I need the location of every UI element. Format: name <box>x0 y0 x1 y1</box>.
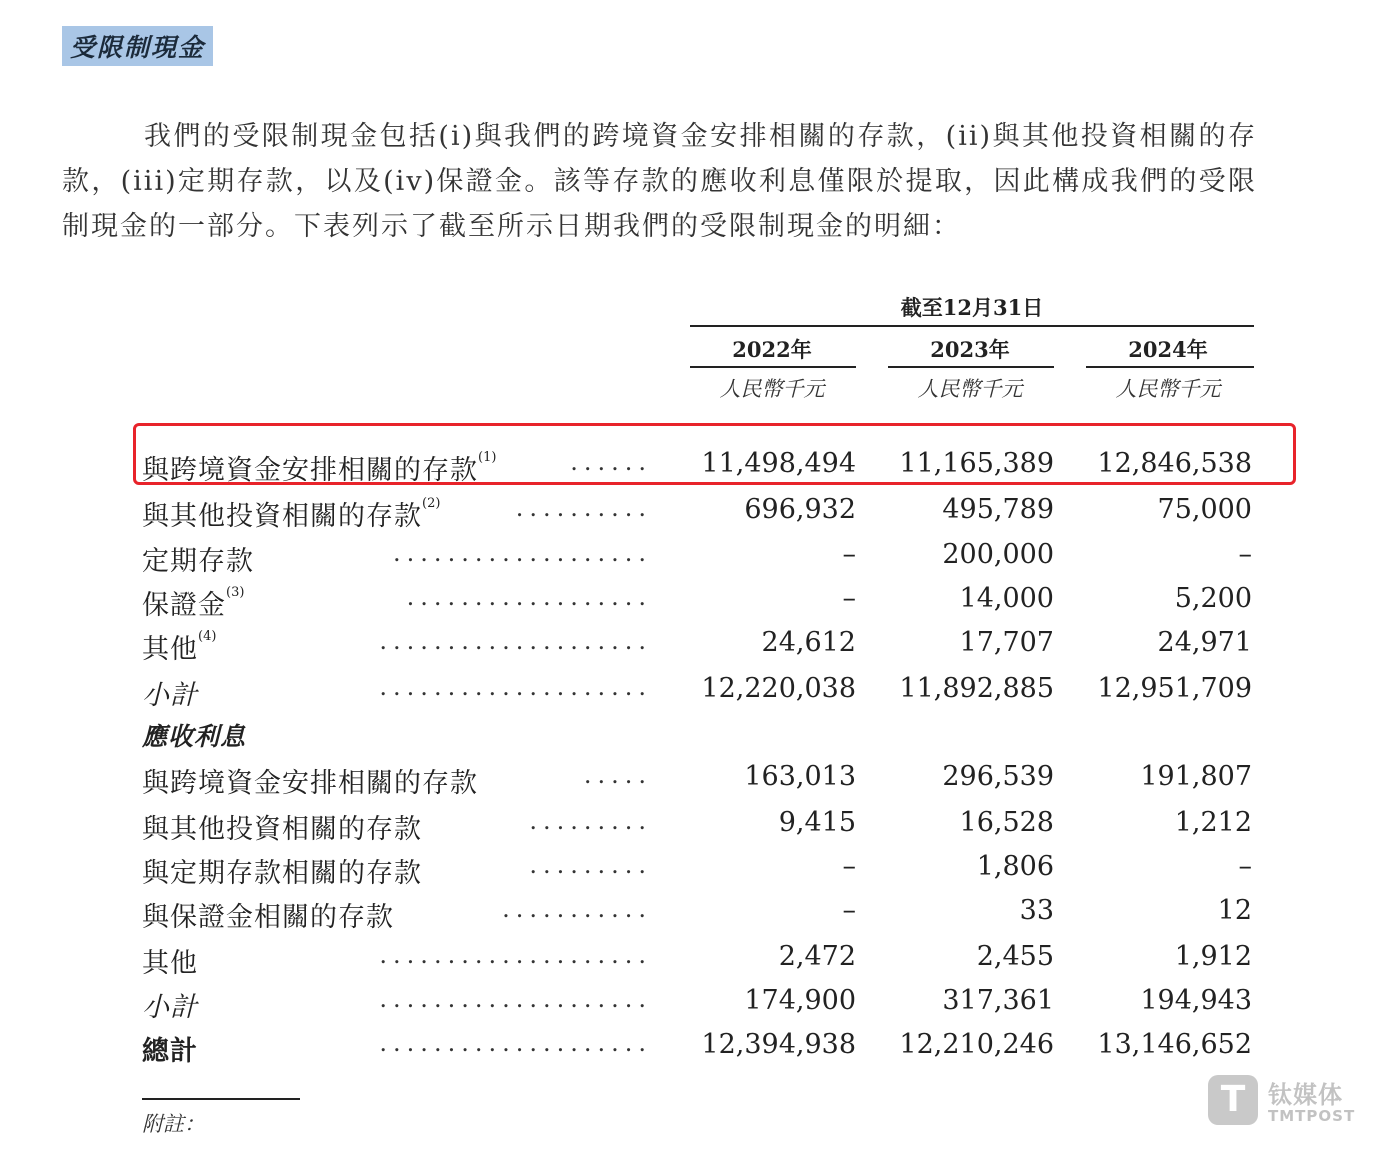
cell-value: 1,212 <box>1174 807 1252 838</box>
group-header-rule <box>690 325 1254 327</box>
row-label <box>142 539 254 578</box>
leader-dots: .................... <box>375 673 652 701</box>
cell-value: 13,146,652 <box>1097 1029 1252 1060</box>
year-header-2023: 2023年 <box>930 337 1010 362</box>
cell-value: 12 <box>1217 895 1252 926</box>
row-label-text: 總計 <box>142 1036 198 1067</box>
cell-value: 75,000 <box>1157 494 1252 525</box>
cell-value: 11,165,389 <box>899 448 1054 479</box>
cell-value: 17,707 <box>959 627 1054 658</box>
footnote-ref: (1) <box>478 450 497 465</box>
leader-dots: ......... <box>525 851 652 879</box>
row-label <box>142 494 440 533</box>
footnote-label: 附註： <box>142 1112 205 1136</box>
row-label-text: 與其他投資相關的存款 <box>142 501 422 532</box>
table-row <box>142 494 1254 534</box>
row-label <box>142 627 216 666</box>
table-row <box>142 941 1254 981</box>
cell-value: – <box>842 583 856 614</box>
leader-dots: .................... <box>375 627 652 655</box>
row-label-text: 保證金 <box>142 590 226 621</box>
row-label <box>142 851 422 890</box>
cell-value: 12,951,709 <box>1097 673 1252 704</box>
year-rule-2022 <box>690 366 856 368</box>
unit-label-2022: 人民幣千元 <box>719 377 825 401</box>
row-label-text: 其他 <box>142 634 198 665</box>
leader-dots: ..... <box>580 761 652 789</box>
cell-value: 1,806 <box>976 851 1054 882</box>
row-label <box>142 941 198 980</box>
unit-label-2023: 人民幣千元 <box>917 377 1023 401</box>
cell-value: 2,472 <box>778 941 856 972</box>
row-label <box>142 717 246 753</box>
table-row <box>142 627 1254 667</box>
cell-value: 296,539 <box>942 761 1054 792</box>
cell-value: 317,361 <box>942 985 1054 1016</box>
table-row <box>142 539 1254 579</box>
highlight-box <box>133 423 1296 485</box>
table-row <box>142 583 1254 623</box>
table-row <box>142 895 1254 935</box>
cell-value: 11,498,494 <box>701 448 856 479</box>
cell-value: 14,000 <box>959 583 1054 614</box>
leader-dots: ........... <box>498 895 652 923</box>
row-label-text: 與跨境資金安排相關的存款 <box>142 455 478 486</box>
table-row <box>142 717 1254 757</box>
row-label <box>142 895 394 934</box>
cell-value: 12,846,538 <box>1097 448 1252 479</box>
row-label <box>142 807 422 846</box>
row-label <box>142 761 478 800</box>
year-header-2024: 2024年 <box>1128 337 1208 362</box>
row-label-text: 應收利息 <box>142 722 247 751</box>
cell-value: 191,807 <box>1140 761 1252 792</box>
leader-dots: .................... <box>375 985 652 1013</box>
table-row <box>142 1029 1254 1069</box>
year-rule-2024 <box>1086 366 1254 368</box>
row-label-text: 定期存款 <box>142 546 254 577</box>
year-header-2022: 2022年 <box>732 337 812 362</box>
row-label-text: 小計 <box>142 680 198 711</box>
section-title: 受限制現金 <box>62 26 213 66</box>
leader-dots: ......... <box>525 807 652 835</box>
cell-value: 33 <box>1019 895 1054 926</box>
cell-value: 174,900 <box>744 985 856 1016</box>
cell-value: – <box>1238 851 1252 882</box>
cell-value: 24,971 <box>1157 627 1252 658</box>
row-label <box>142 1029 198 1068</box>
table-row <box>142 985 1254 1025</box>
cell-value: 1,912 <box>1174 941 1252 972</box>
cell-value: – <box>1238 539 1252 570</box>
cell-value: 9,415 <box>778 807 856 838</box>
cell-value: 5,200 <box>1174 583 1252 614</box>
row-label <box>142 985 198 1024</box>
cell-value: 696,932 <box>744 494 856 525</box>
cell-value: 200,000 <box>942 539 1054 570</box>
leader-dots: ................... <box>389 539 652 567</box>
row-label <box>142 673 198 712</box>
cell-value: 194,943 <box>1140 985 1252 1016</box>
leader-dots: .................... <box>375 941 652 969</box>
leader-dots: ...... <box>566 448 652 476</box>
cell-value: – <box>842 895 856 926</box>
row-label-text: 與保證金相關的存款 <box>142 902 394 933</box>
table-row <box>142 851 1254 891</box>
watermark-cn-text: 钛媒体 <box>1268 1081 1343 1109</box>
cell-value: – <box>842 851 856 882</box>
leader-dots: .................... <box>375 1029 652 1057</box>
row-label-text: 其他 <box>142 948 198 979</box>
footnote-ref: (3) <box>226 585 245 600</box>
cell-value: 2,455 <box>976 941 1054 972</box>
tmtpost-logo-icon: T <box>1208 1075 1258 1125</box>
column-group-header: 截至12月31日 <box>900 295 1044 320</box>
row-label <box>142 583 244 622</box>
cell-value: 12,210,246 <box>899 1029 1054 1060</box>
cell-value: 12,394,938 <box>701 1029 856 1060</box>
cell-value: 24,612 <box>761 627 856 658</box>
footnote-ref: (4) <box>198 629 217 644</box>
year-rule-2023 <box>888 366 1054 368</box>
table-row <box>142 761 1254 801</box>
watermark <box>1208 1075 1358 1130</box>
row-label-text: 與其他投資相關的存款 <box>142 814 422 845</box>
row-label-text: 與定期存款相關的存款 <box>142 858 422 889</box>
cell-value: – <box>842 539 856 570</box>
unit-label-2024: 人民幣千元 <box>1115 377 1221 401</box>
table-row <box>142 673 1254 713</box>
footnote-rule <box>142 1098 300 1100</box>
cell-value: 11,892,885 <box>899 673 1054 704</box>
row-label-text: 與跨境資金安排相關的存款 <box>142 768 478 799</box>
cell-value: 495,789 <box>942 494 1054 525</box>
footnote-ref: (2) <box>422 496 441 511</box>
leader-dots: .......... <box>512 494 652 522</box>
leader-dots: .................. <box>403 583 652 611</box>
cell-value: 163,013 <box>744 761 856 792</box>
table-row <box>142 807 1254 847</box>
cell-value: 12,220,038 <box>701 673 856 704</box>
intro-paragraph: 我們的受限制現金包括(i)與我們的跨境資金安排相關的存款，(ii)與其他投資相關的存款，(iii)定期存款，以及(iv)保證金。該等存款的應收利息僅限於提取，因此構成我們的受限制現金的一部分。下表列示了截至所示日期我們的受限制現金的明細： <box>62 121 1257 242</box>
row-label-text: 小計 <box>142 992 198 1023</box>
watermark-en-text: TMTPOST <box>1268 1107 1356 1125</box>
cell-value: 16,528 <box>959 807 1054 838</box>
